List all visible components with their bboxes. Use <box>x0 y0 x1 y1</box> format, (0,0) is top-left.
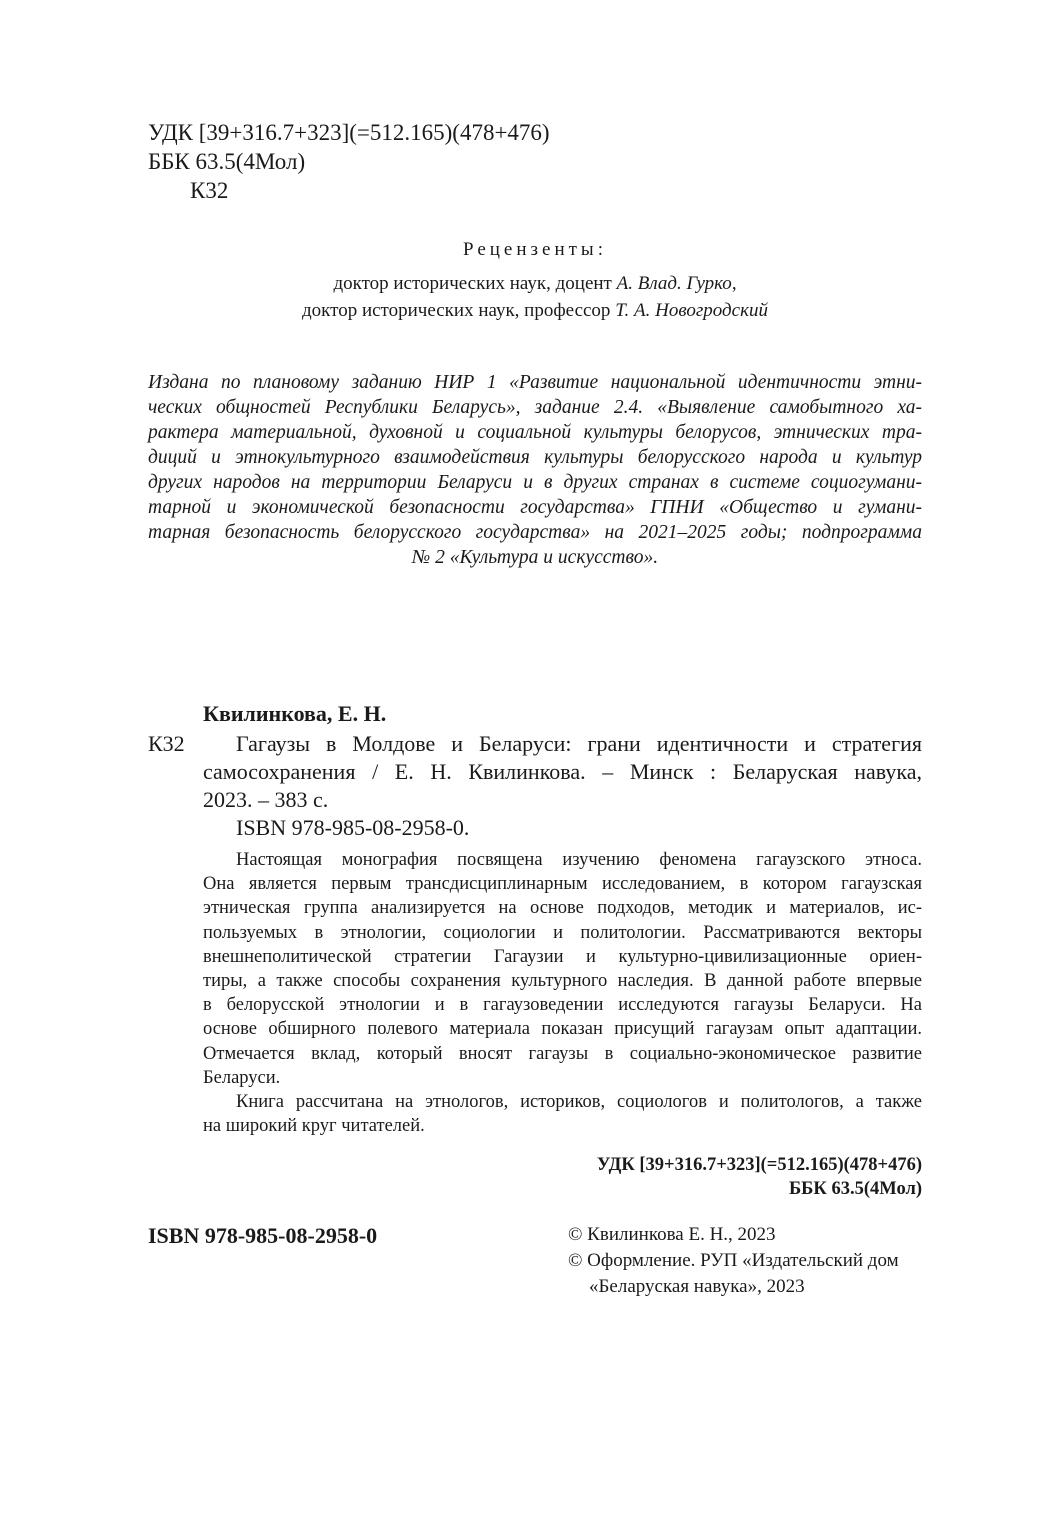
funding-line: Издана по плановому заданию НИР 1 «Развитие национальной идентичности этни- <box>148 372 922 393</box>
funding-line: ческих общностей Республики Беларусь», задание 2.4. «Выявление самобытного ха- <box>148 397 922 418</box>
annotation-line: внешнеполитической стратегии Гагаузии и культурно-цивилизационные ориен- <box>203 946 922 967</box>
reviewer-1: доктор исторических наук, доцент А. Влад. Гурко, <box>333 273 737 294</box>
annotation-line: Настоящая монография посвящена изучению феномена гагаузского этноса. <box>236 850 922 870</box>
funding-line: тарной и экономической безопасности государства» ГПНИ «Общество и гумани- <box>148 497 922 518</box>
funding-line: диций и этнокультурного взаимодействия культуры белорусского народа и культур <box>148 447 922 468</box>
annotation-line: Она является первым трансдисциплинарным исследованием, в котором гагаузская <box>203 874 922 895</box>
annotation <box>203 848 922 1138</box>
udk-code-bottom: УДК [39+316.7+323](=512.165)(478+476) <box>596 1155 922 1175</box>
copyright-design: © Оформление. РУП «Издательский дом <box>568 1250 899 1271</box>
copyright-block <box>568 1222 899 1300</box>
copyright-author: © Квилинкова Е. Н., 2023 <box>568 1224 776 1245</box>
title-line: Гагаузы в Молдове и Беларуси: грани идентичности и стратегия <box>236 731 922 756</box>
udk-code: УДК [39+316.7+323](=512.165)(478+476) <box>148 120 550 145</box>
annotation-line: на широкий круг читателей. <box>203 1116 425 1137</box>
isbn-main: ISBN 978-985-08-2958-0 <box>148 1223 378 1248</box>
funding-line: № 2 «Культура и искусство». <box>411 547 659 568</box>
annotation-line: Книга рассчитана на этнологов, историков, социологов и политологов, а также <box>236 1092 922 1113</box>
annotation-line: основе обширного полевого материала показан присущий гагаузам опыт адаптации. <box>203 1019 922 1040</box>
funding-line: рактера материальной, духовной и социальной культуры белорусов, этнических тра- <box>148 422 922 443</box>
reviewers-block <box>148 238 922 324</box>
annotation-line: в белорусской этнологии и в гагаузоведении исследуются гагаузы Беларуси. На <box>203 995 922 1016</box>
bbk-code-bottom: ББК 63.5(4Мол) <box>788 1179 922 1199</box>
catalog-header <box>148 118 550 205</box>
reviewer-1-name: А. Влад. Гурко <box>616 273 732 294</box>
copyright-publisher: «Беларуская навука», 2023 <box>589 1276 805 1297</box>
bbk-code: ББК 63.5(4Мол) <box>148 149 306 174</box>
annotation-line: тиры, а также способы сохранения культурного наследия. В данной работе впервые <box>203 971 922 992</box>
funding-line: других народов на территории Беларуси и в других странах в системе социогумани- <box>148 472 922 493</box>
annotation-line: пользуемых в этнологии, социологии и политологии. Рассматриваются векторы <box>203 922 922 943</box>
author-mark: К32 <box>190 178 229 203</box>
reviewer-2: доктор исторических наук, профессор Т. А. Новогродский <box>302 300 768 321</box>
reviewer-2-name: Т. А. Новогродский <box>615 300 768 321</box>
book-author: Квилинкова, Е. Н. <box>203 701 387 726</box>
catalog-footer <box>597 1153 922 1201</box>
title-line: 2023. – 383 с. <box>203 787 329 812</box>
book-author-mark: К32 <box>148 731 185 756</box>
annotation-line: этническая группа анализируется на основе подходов, методик и материалов, ис- <box>203 898 922 919</box>
book-isbn: ISBN 978-985-08-2958-0. <box>236 815 470 840</box>
reviewers-heading: Рецензенты: <box>463 239 607 260</box>
bibliographic-record <box>203 730 922 842</box>
title-line: самосохранения / Е. Н. Квилинкова. – Минск : Беларуская навука, <box>203 759 922 784</box>
funding-line: тарная безопасность белорусского государства» на 2021–2025 годы; подпрограмма <box>148 522 922 543</box>
funding-note <box>148 370 922 570</box>
annotation-line: Отмечается вклад, который вносят гагаузы в социально-экономическое развитие <box>203 1043 922 1064</box>
annotation-line: Беларуси. <box>203 1067 281 1088</box>
